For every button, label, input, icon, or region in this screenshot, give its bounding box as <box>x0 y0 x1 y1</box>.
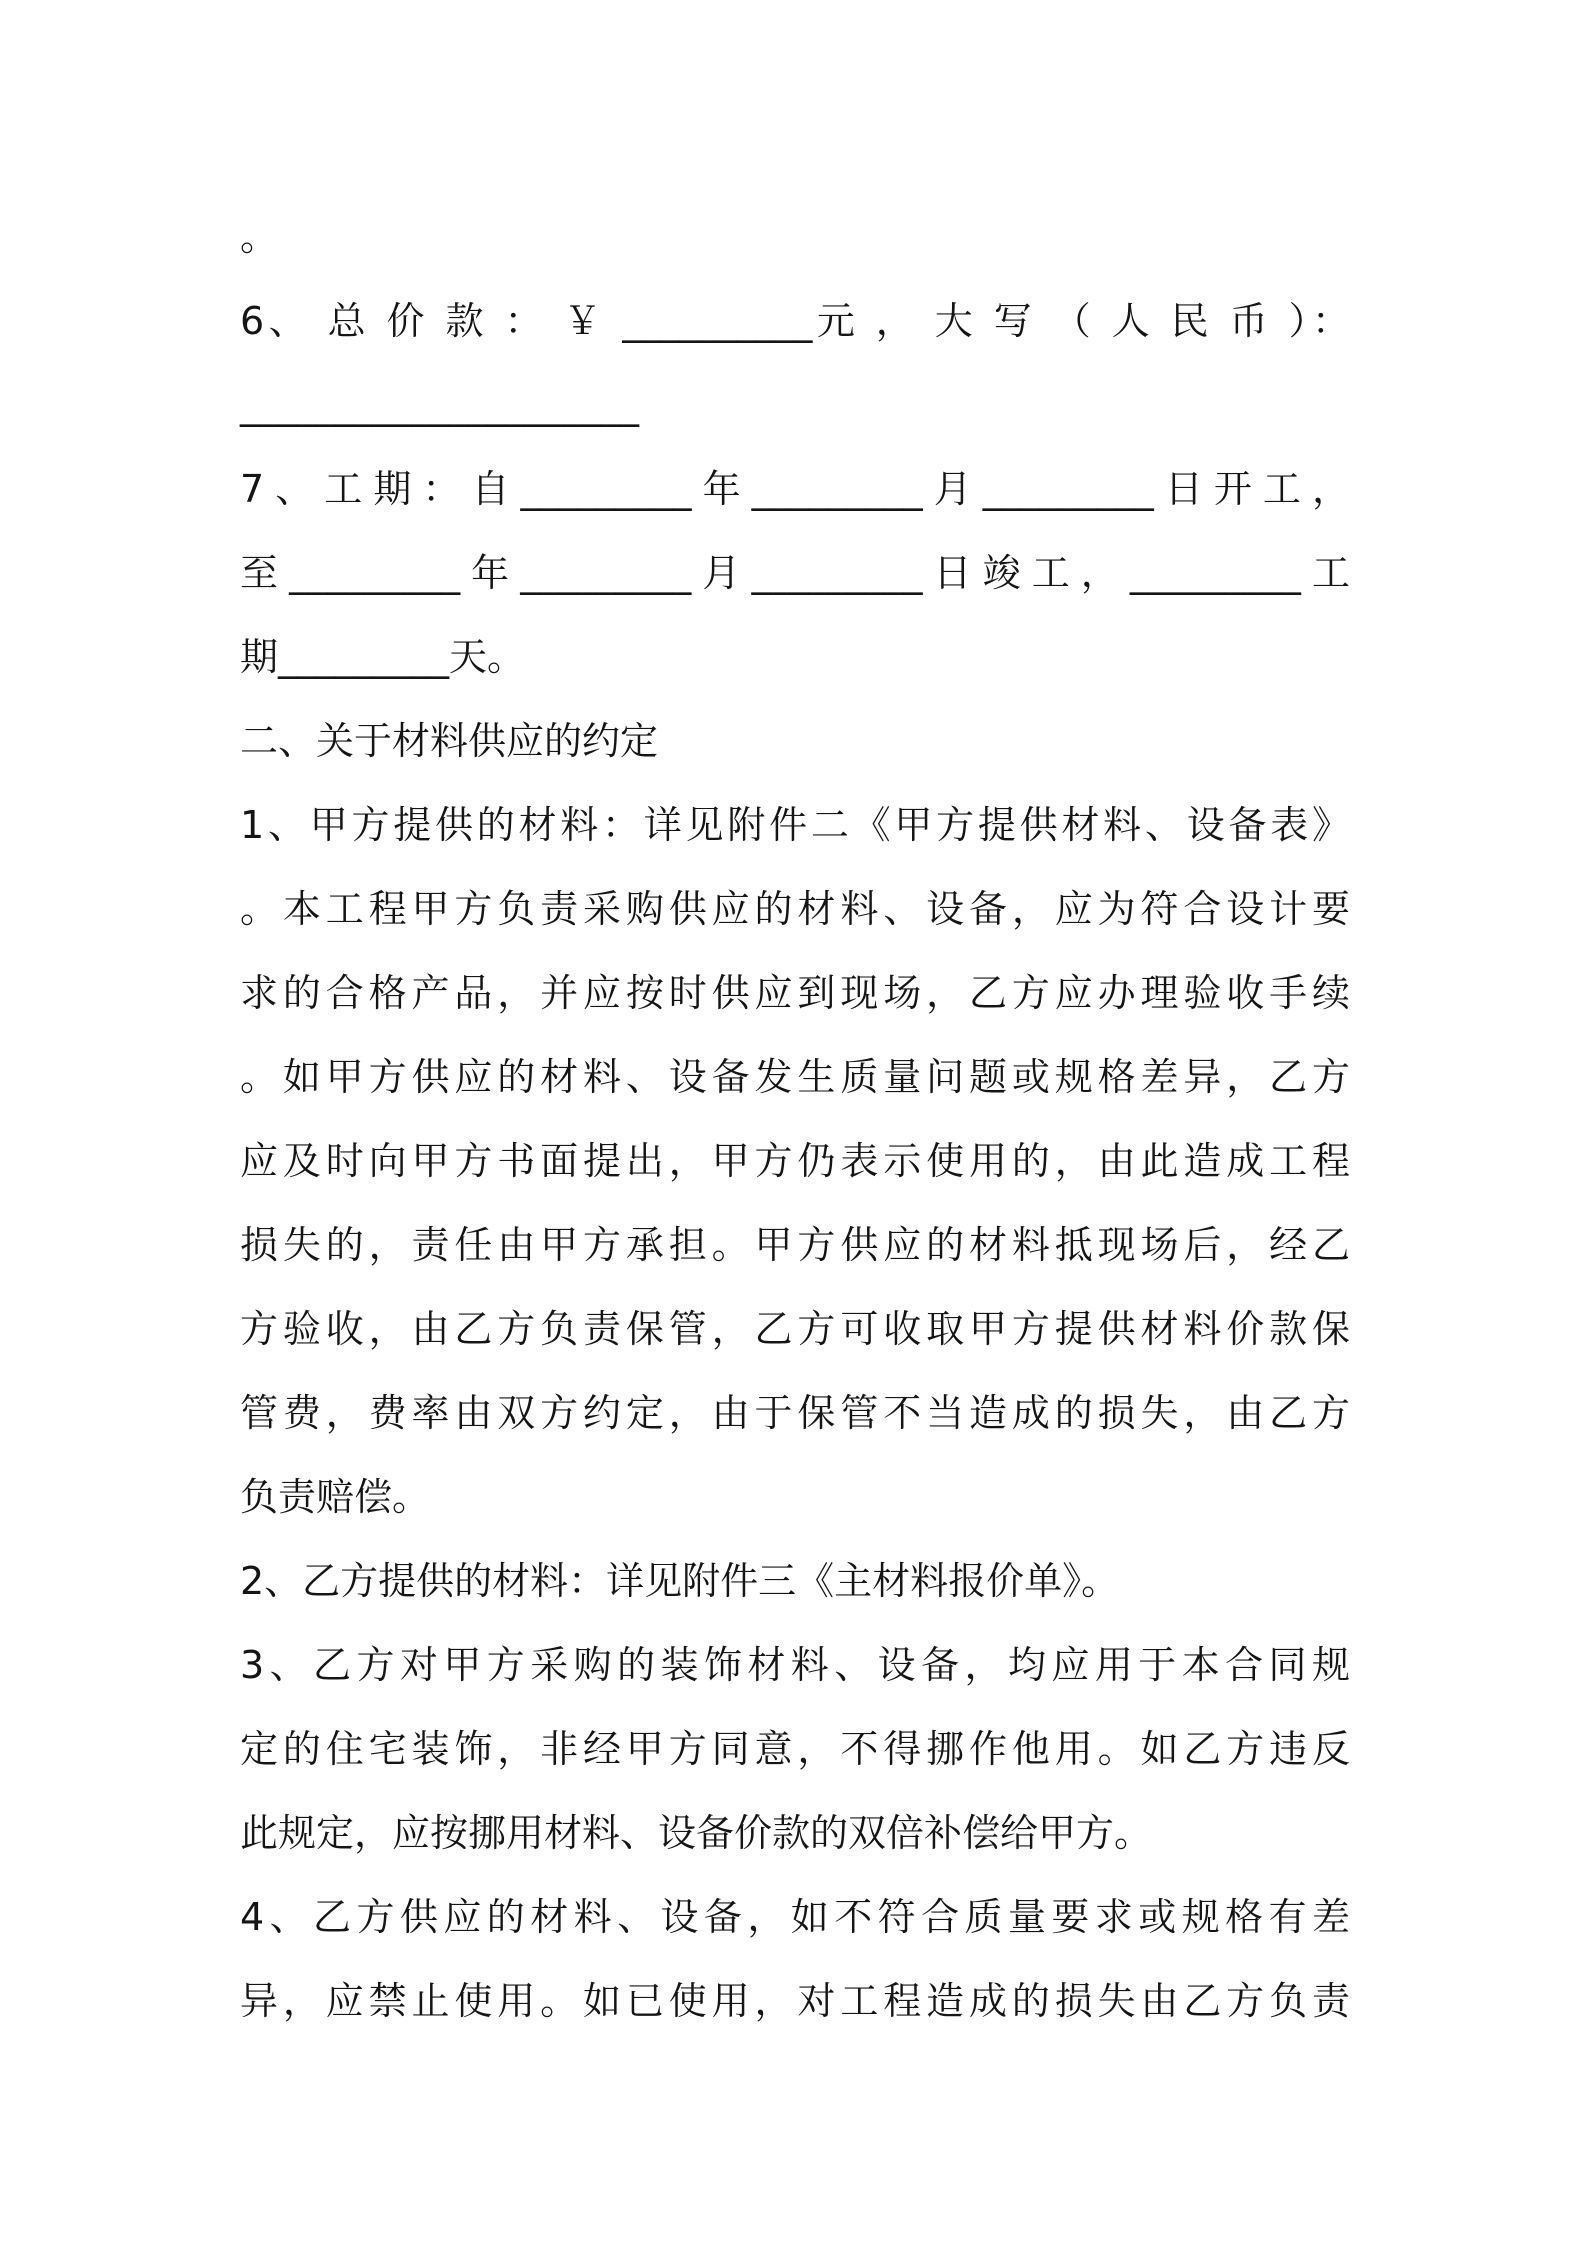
document-page <box>240 195 1350 2043</box>
text-line: 异，应禁止使用。如已使用，对工程造成的损失由乙方负责 <box>240 1979 1350 2023</box>
text-line: 3、乙方对甲方采购的装饰材料、设备，均应用于本合同规 <box>240 1643 1350 1687</box>
text-line: 至_________年_________月_________日竣工，_________工 <box>240 551 1350 595</box>
text-line: 。如甲方供应的材料、设备发生质量问题或规格差异，乙方 <box>240 1055 1350 1099</box>
text-line: 管费，费率由双方约定，由于保管不当造成的损失，由乙方 <box>240 1391 1350 1435</box>
text-line: 。本工程甲方负责采购供应的材料、设备，应为符合设计要 <box>240 887 1350 931</box>
section-heading: 二、关于材料供应的约定 <box>240 719 659 763</box>
text-line: 期_________天。 <box>240 635 526 679</box>
text-line: 。 <box>240 215 279 259</box>
total-price-line: 6、 总 价 款 ： ￥ __________元 ， 大 写 （ 人 民 币 ）： <box>240 299 1350 343</box>
construction-period-line: 7、工期：自_________年_________月_________日开工， <box>240 467 1350 511</box>
text-line: 此规定，应按挪用材料、设备价款的双倍补偿给甲方。 <box>240 1811 1153 1855</box>
text-line: 应及时向甲方书面提出，甲方仍表示使用的，由此造成工程 <box>240 1139 1350 1183</box>
text-line: 4、乙方供应的材料、设备，如不符合质量要求或规格有差 <box>240 1895 1350 1939</box>
text-line: 损失的，责任由甲方承担。甲方供应的材料抵现场后，经乙 <box>240 1223 1350 1267</box>
text-line: 2、乙方提供的材料：详见附件三《主材料报价单》。 <box>240 1559 1120 1603</box>
text-line: 1、甲方提供的材料：详见附件二《甲方提供材料、设备表》 <box>240 803 1350 847</box>
text-line: 定的住宅装饰，非经甲方同意，不得挪作他用。如乙方违反 <box>240 1727 1350 1771</box>
text-line: 负责赔偿。 <box>240 1475 431 1519</box>
text-line: 求的合格产品，并应按时供应到现场，乙方应办理验收手续 <box>240 971 1350 1015</box>
text-line: 方验收，由乙方负责保管，乙方可收取甲方提供材料价款保 <box>240 1307 1350 1351</box>
blank-underline: _____________________ <box>240 383 639 427</box>
